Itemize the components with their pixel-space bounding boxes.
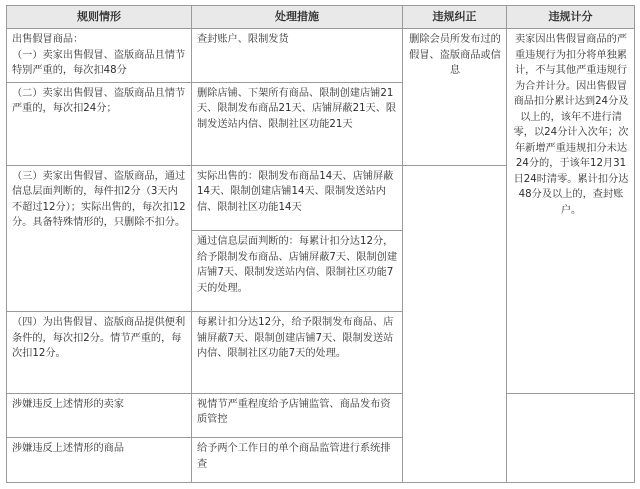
measure-cell: 给予两个工作日的单个商品监管进行系统排查 xyxy=(192,438,403,483)
measure-cell: 实际出售的：限制发布商品14天、店铺屏蔽14天、限制创建店铺14天、限制发送站内信、限制社区功能14天 xyxy=(192,165,403,230)
measure-cell: 每累计扣分达12分，给予限制发布商品、店铺屏蔽7天、限制创建店铺7天、限制发送站内信、限制社区功能7天的处理。 xyxy=(192,312,403,393)
header-correction: 违规纠正 xyxy=(403,6,507,29)
measure-cell: 查封账户、限制发货 xyxy=(192,29,403,82)
situation-cell: 涉嫌违反上述情形的卖家 xyxy=(7,393,192,438)
situation-cell: （二）卖家出售假冒、盗版商品且情节严重的，每次扣24分； xyxy=(7,82,192,165)
scoring-empty-cell xyxy=(507,393,635,482)
correction-cell: 删除会员所发布过的假冒、盗版商品或信息 xyxy=(403,29,507,166)
scoring-cell: 卖家因出售假冒商品的严重违规行为扣分将单独累计，不与其他严重违规行为合并计分。因出售假冒商品扣分累计达到24分及以上的，该年不进行清零，以24分计入次年；次年新增严重违规扣分未达24分的，于该年12月31日24时清零。累计扣分达48分及以上的，查封账户。 xyxy=(507,29,635,393)
measure-cell: 通过信息层面判断的：每累计扣分达12分，给予限制发布商品、店铺屏蔽7天、限制创建店铺7天、限制发送站内信、限制社区功能7天的处理。 xyxy=(192,231,403,312)
situation-cell: （三）卖家出售假冒、盗版商品，通过信息层面判断的，每件扣2分（3天内不超过12分）；实际出售的，每次扣12分。具备特殊情形的，只删除不扣分。 xyxy=(7,165,192,311)
header-row xyxy=(7,6,635,29)
header-measure: 处理措施 xyxy=(192,6,403,29)
situation-cell: 出售假冒商品： （一）卖家出售假冒、盗版商品且情节特别严重的，每次扣48分 xyxy=(7,29,192,82)
rules-table xyxy=(6,5,635,483)
correction-empty-cell xyxy=(403,165,507,482)
header-scoring: 违规计分 xyxy=(507,6,635,29)
situation-cell: （四）为出售假冒、盗版商品提供便利条件的，每次扣2分。情节严重的，每次扣12分。 xyxy=(7,312,192,393)
header-situation: 规则情形 xyxy=(7,6,192,29)
measure-cell: 视情节严重程度给予店铺监管、商品发布资质管控 xyxy=(192,393,403,438)
measure-cell: 删除店铺、下架所有商品、限制创建店铺21天、限制发布商品21天、店铺屏蔽21天、限制发送站内信、限制社区功能21天 xyxy=(192,82,403,165)
table-row xyxy=(7,393,635,438)
table-row xyxy=(7,29,635,82)
situation-cell: 涉嫌违反上述情形的商品 xyxy=(7,438,192,483)
